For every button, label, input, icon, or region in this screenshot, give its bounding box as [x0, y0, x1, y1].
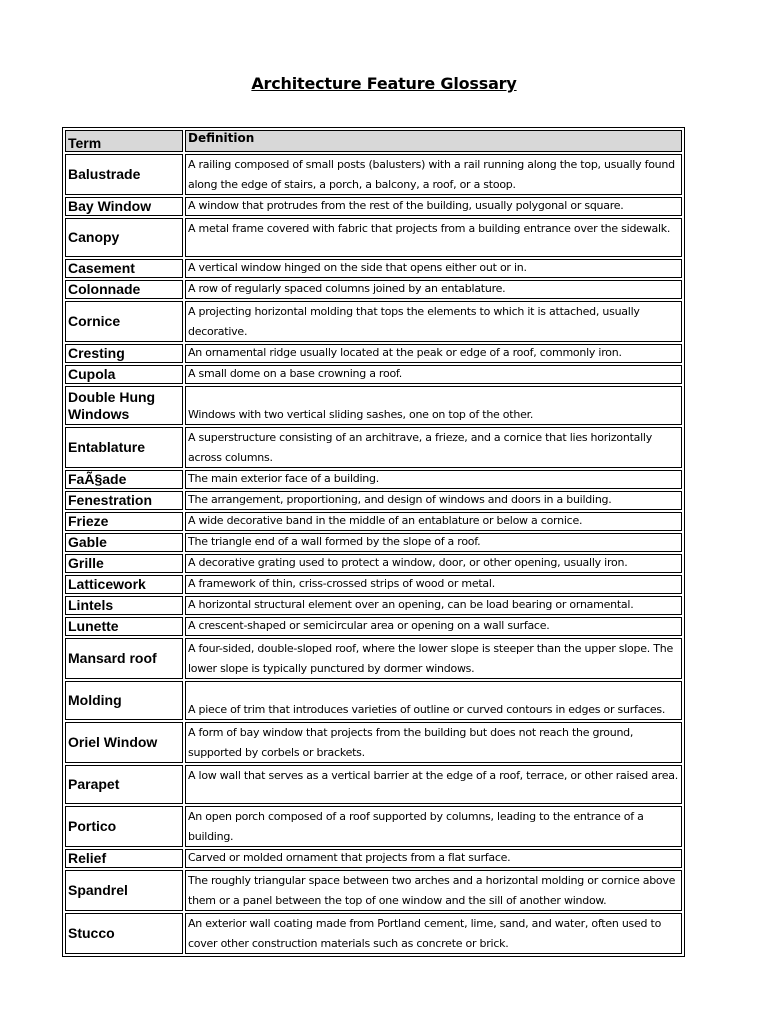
term-cell: Double Hung Windows: [65, 386, 183, 425]
term-cell: Parapet: [65, 765, 183, 804]
table-row: [65, 806, 682, 847]
table-row: [65, 491, 682, 510]
table-row: [65, 596, 682, 615]
definition-cell: A window that protrudes from the rest of the building, usually polygonal or square.: [185, 197, 682, 216]
table-row: [65, 259, 682, 278]
table-row: [65, 427, 682, 468]
definition-cell: A vertical window hinged on the side that opens either out or in.: [185, 259, 682, 278]
term-cell: Mansard roof: [65, 638, 183, 679]
term-cell: Grille: [65, 554, 183, 573]
term-cell: Fenestration: [65, 491, 183, 510]
definition-cell: An exterior wall coating made from Portland cement, lime, sand, and water, often used to cover other construction materials such as concrete or brick.: [185, 913, 682, 954]
term-cell: Gable: [65, 533, 183, 552]
table-row: [65, 870, 682, 911]
definition-cell: A piece of trim that introduces varieties of outline or curved contours in edges or surfaces.: [185, 681, 682, 720]
table-row: [65, 617, 682, 636]
table-row: [65, 365, 682, 384]
column-header-term: Term: [65, 130, 183, 152]
definition-cell: The roughly triangular space between two arches and a horizontal molding or cornice above them or a panel between the top of one window and the sill of another window.: [185, 870, 682, 911]
glossary-table: [62, 127, 685, 957]
definition-cell: A railing composed of small posts (balusters) with a rail running along the top, usually found along the edge of stairs, a porch, a balcony, a roof, or a stoop.: [185, 154, 682, 195]
definition-cell: A row of regularly spaced columns joined by an entablature.: [185, 280, 682, 299]
table-row: [65, 218, 682, 257]
table-row: [65, 197, 682, 216]
definition-cell: A low wall that serves as a vertical barrier at the edge of a roof, terrace, or other raised area.: [185, 765, 682, 804]
term-cell: Colonnade: [65, 280, 183, 299]
term-cell: Spandrel: [65, 870, 183, 911]
table-row: [65, 280, 682, 299]
term-cell: Oriel Window: [65, 722, 183, 763]
definition-cell: A metal frame covered with fabric that projects from a building entrance over the sidewalk.: [185, 218, 682, 257]
definition-cell: A four-sided, double-sloped roof, where the lower slope is steeper than the upper slope. The lower slope is typically punctured by dormer windows.: [185, 638, 682, 679]
term-cell: Cornice: [65, 301, 183, 342]
definition-cell: Carved or molded ornament that projects from a flat surface.: [185, 849, 682, 868]
term-cell: Balustrade: [65, 154, 183, 195]
term-cell: Latticework: [65, 575, 183, 594]
table-row: [65, 575, 682, 594]
definition-cell: The triangle end of a wall formed by the slope of a roof.: [185, 533, 682, 552]
definition-cell: A form of bay window that projects from the building but does not reach the ground, supported by corbels or brackets.: [185, 722, 682, 763]
term-cell: Portico: [65, 806, 183, 847]
table-row: [65, 554, 682, 573]
term-cell: Molding: [65, 681, 183, 720]
definition-cell: A decorative grating used to protect a window, door, or other opening, usually iron.: [185, 554, 682, 573]
term-cell: Cupola: [65, 365, 183, 384]
definition-cell: A framework of thin, criss-crossed strips of wood or metal.: [185, 575, 682, 594]
table-row: [65, 386, 682, 425]
definition-cell: An open porch composed of a roof supported by columns, leading to the entrance of a building.: [185, 806, 682, 847]
term-cell: Cresting: [65, 344, 183, 363]
term-cell: Frieze: [65, 512, 183, 531]
table-row: [65, 470, 682, 489]
table-row: [65, 154, 682, 195]
table-row: [65, 301, 682, 342]
table-row: [65, 765, 682, 804]
definition-cell: A small dome on a base crowning a roof.: [185, 365, 682, 384]
term-cell: Relief: [65, 849, 183, 868]
table-row: [65, 681, 682, 720]
definition-cell: A horizontal structural element over an opening, can be load bearing or ornamental.: [185, 596, 682, 615]
term-cell: Stucco: [65, 913, 183, 954]
definition-cell: A crescent-shaped or semicircular area or opening on a wall surface.: [185, 617, 682, 636]
table-row: [65, 722, 682, 763]
term-cell: Canopy: [65, 218, 183, 257]
table-row: [65, 849, 682, 868]
term-cell: Lunette: [65, 617, 183, 636]
definition-cell: A superstructure consisting of an architrave, a frieze, and a cornice that lies horizontally across columns.: [185, 427, 682, 468]
table-row: [65, 638, 682, 679]
page-title: Architecture Feature Glossary: [251, 74, 517, 93]
term-cell: Casement: [65, 259, 183, 278]
term-cell: Bay Window: [65, 197, 183, 216]
definition-cell: Windows with two vertical sliding sashes, one on top of the other.: [185, 386, 682, 425]
header-row: [65, 130, 682, 152]
table-row: [65, 913, 682, 954]
column-header-definition: Definition: [185, 130, 682, 152]
definition-cell: The main exterior face of a building.: [185, 470, 682, 489]
definition-cell: A wide decorative band in the middle of an entablature or below a cornice.: [185, 512, 682, 531]
term-cell: Entablature: [65, 427, 183, 468]
term-cell: FaÃ§ade: [65, 470, 183, 489]
table-row: [65, 512, 682, 531]
term-cell: Lintels: [65, 596, 183, 615]
definition-cell: An ornamental ridge usually located at the peak or edge of a roof, commonly iron.: [185, 344, 682, 363]
definition-cell: A projecting horizontal molding that tops the elements to which it is attached, usually decorative.: [185, 301, 682, 342]
table-row: [65, 533, 682, 552]
table-row: [65, 344, 682, 363]
definition-cell: The arrangement, proportioning, and design of windows and doors in a building.: [185, 491, 682, 510]
